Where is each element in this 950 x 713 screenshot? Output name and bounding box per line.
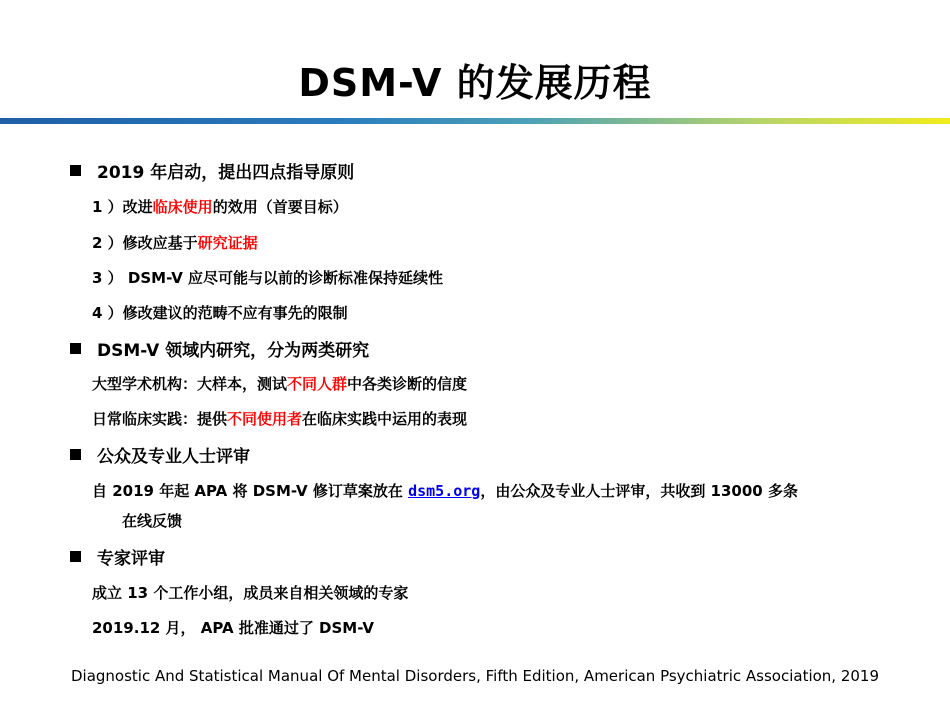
list-item: [92, 480, 798, 501]
list-item: [92, 617, 374, 638]
bullet-heading-text: 2019 年启动，提出四点指导原则: [97, 163, 355, 183]
square-bullet-icon: [70, 551, 81, 562]
list-item: [92, 302, 348, 323]
highlight-text: 研究证据: [197, 234, 258, 252]
item-text: 4 ）修改建议的范畴不应有事先的限制: [92, 304, 348, 322]
bullet-heading-text: 公众及专业人士评审: [97, 447, 250, 467]
item-text: 2 ）修改应基于: [92, 234, 198, 252]
item-text: 日常临床实践：提供: [92, 410, 228, 428]
square-bullet-icon: [70, 449, 81, 460]
list-item: [92, 232, 258, 253]
item-text: 在临床实践中运用的表现: [302, 410, 468, 428]
list-item: [92, 373, 467, 394]
bullet-heading-1: [70, 158, 354, 183]
list-item: [92, 582, 408, 603]
item-text: 成立 13 个工作小组，成员来自相关领域的专家: [92, 584, 409, 602]
highlight-text: 临床使用: [152, 198, 213, 216]
bullet-heading-text: 专家评审: [97, 549, 165, 569]
slide-title: DSM-V 的发展历程: [298, 61, 652, 105]
highlight-text: 不同使用者: [227, 410, 303, 428]
list-item: [92, 196, 348, 217]
item-text: 的效用（首要目标）: [212, 198, 348, 216]
list-item: [92, 408, 467, 429]
dsm5-link[interactable]: dsm5.org: [408, 482, 481, 500]
bullet-heading-2: [70, 336, 369, 361]
item-text: ，由公众及专业人士评审，共收到 13000 多条: [480, 482, 798, 500]
item-text: 自 2019 年起 APA 将 DSM-V 修订草案放在: [92, 482, 409, 500]
title-divider-bar: [0, 118, 950, 124]
highlight-text: 不同人群: [287, 375, 348, 393]
list-item-continuation: [122, 510, 182, 531]
bullet-heading-3: [70, 442, 250, 467]
square-bullet-icon: [70, 343, 81, 354]
bullet-heading-4: [70, 544, 165, 569]
item-text: 3 ） DSM-V 应尽可能与以前的诊断标准保持延续性: [92, 269, 444, 287]
bullet-heading-text: DSM-V 领域内研究，分为两类研究: [97, 341, 370, 361]
item-text: 大型学术机构：大样本，测试: [92, 375, 288, 393]
item-text: 2019.12 月， APA 批准通过了 DSM-V: [92, 619, 374, 637]
citation-footer: Diagnostic And Statistical Manual Of Mental Disorders, Fifth Edition, American Psychiatric Association, 2019: [70, 667, 880, 685]
list-item: [92, 267, 443, 288]
item-text: 在线反馈: [122, 512, 183, 530]
item-text: 1 ）改进: [92, 198, 153, 216]
square-bullet-icon: [70, 165, 81, 176]
item-text: 中各类诊断的信度: [347, 375, 468, 393]
